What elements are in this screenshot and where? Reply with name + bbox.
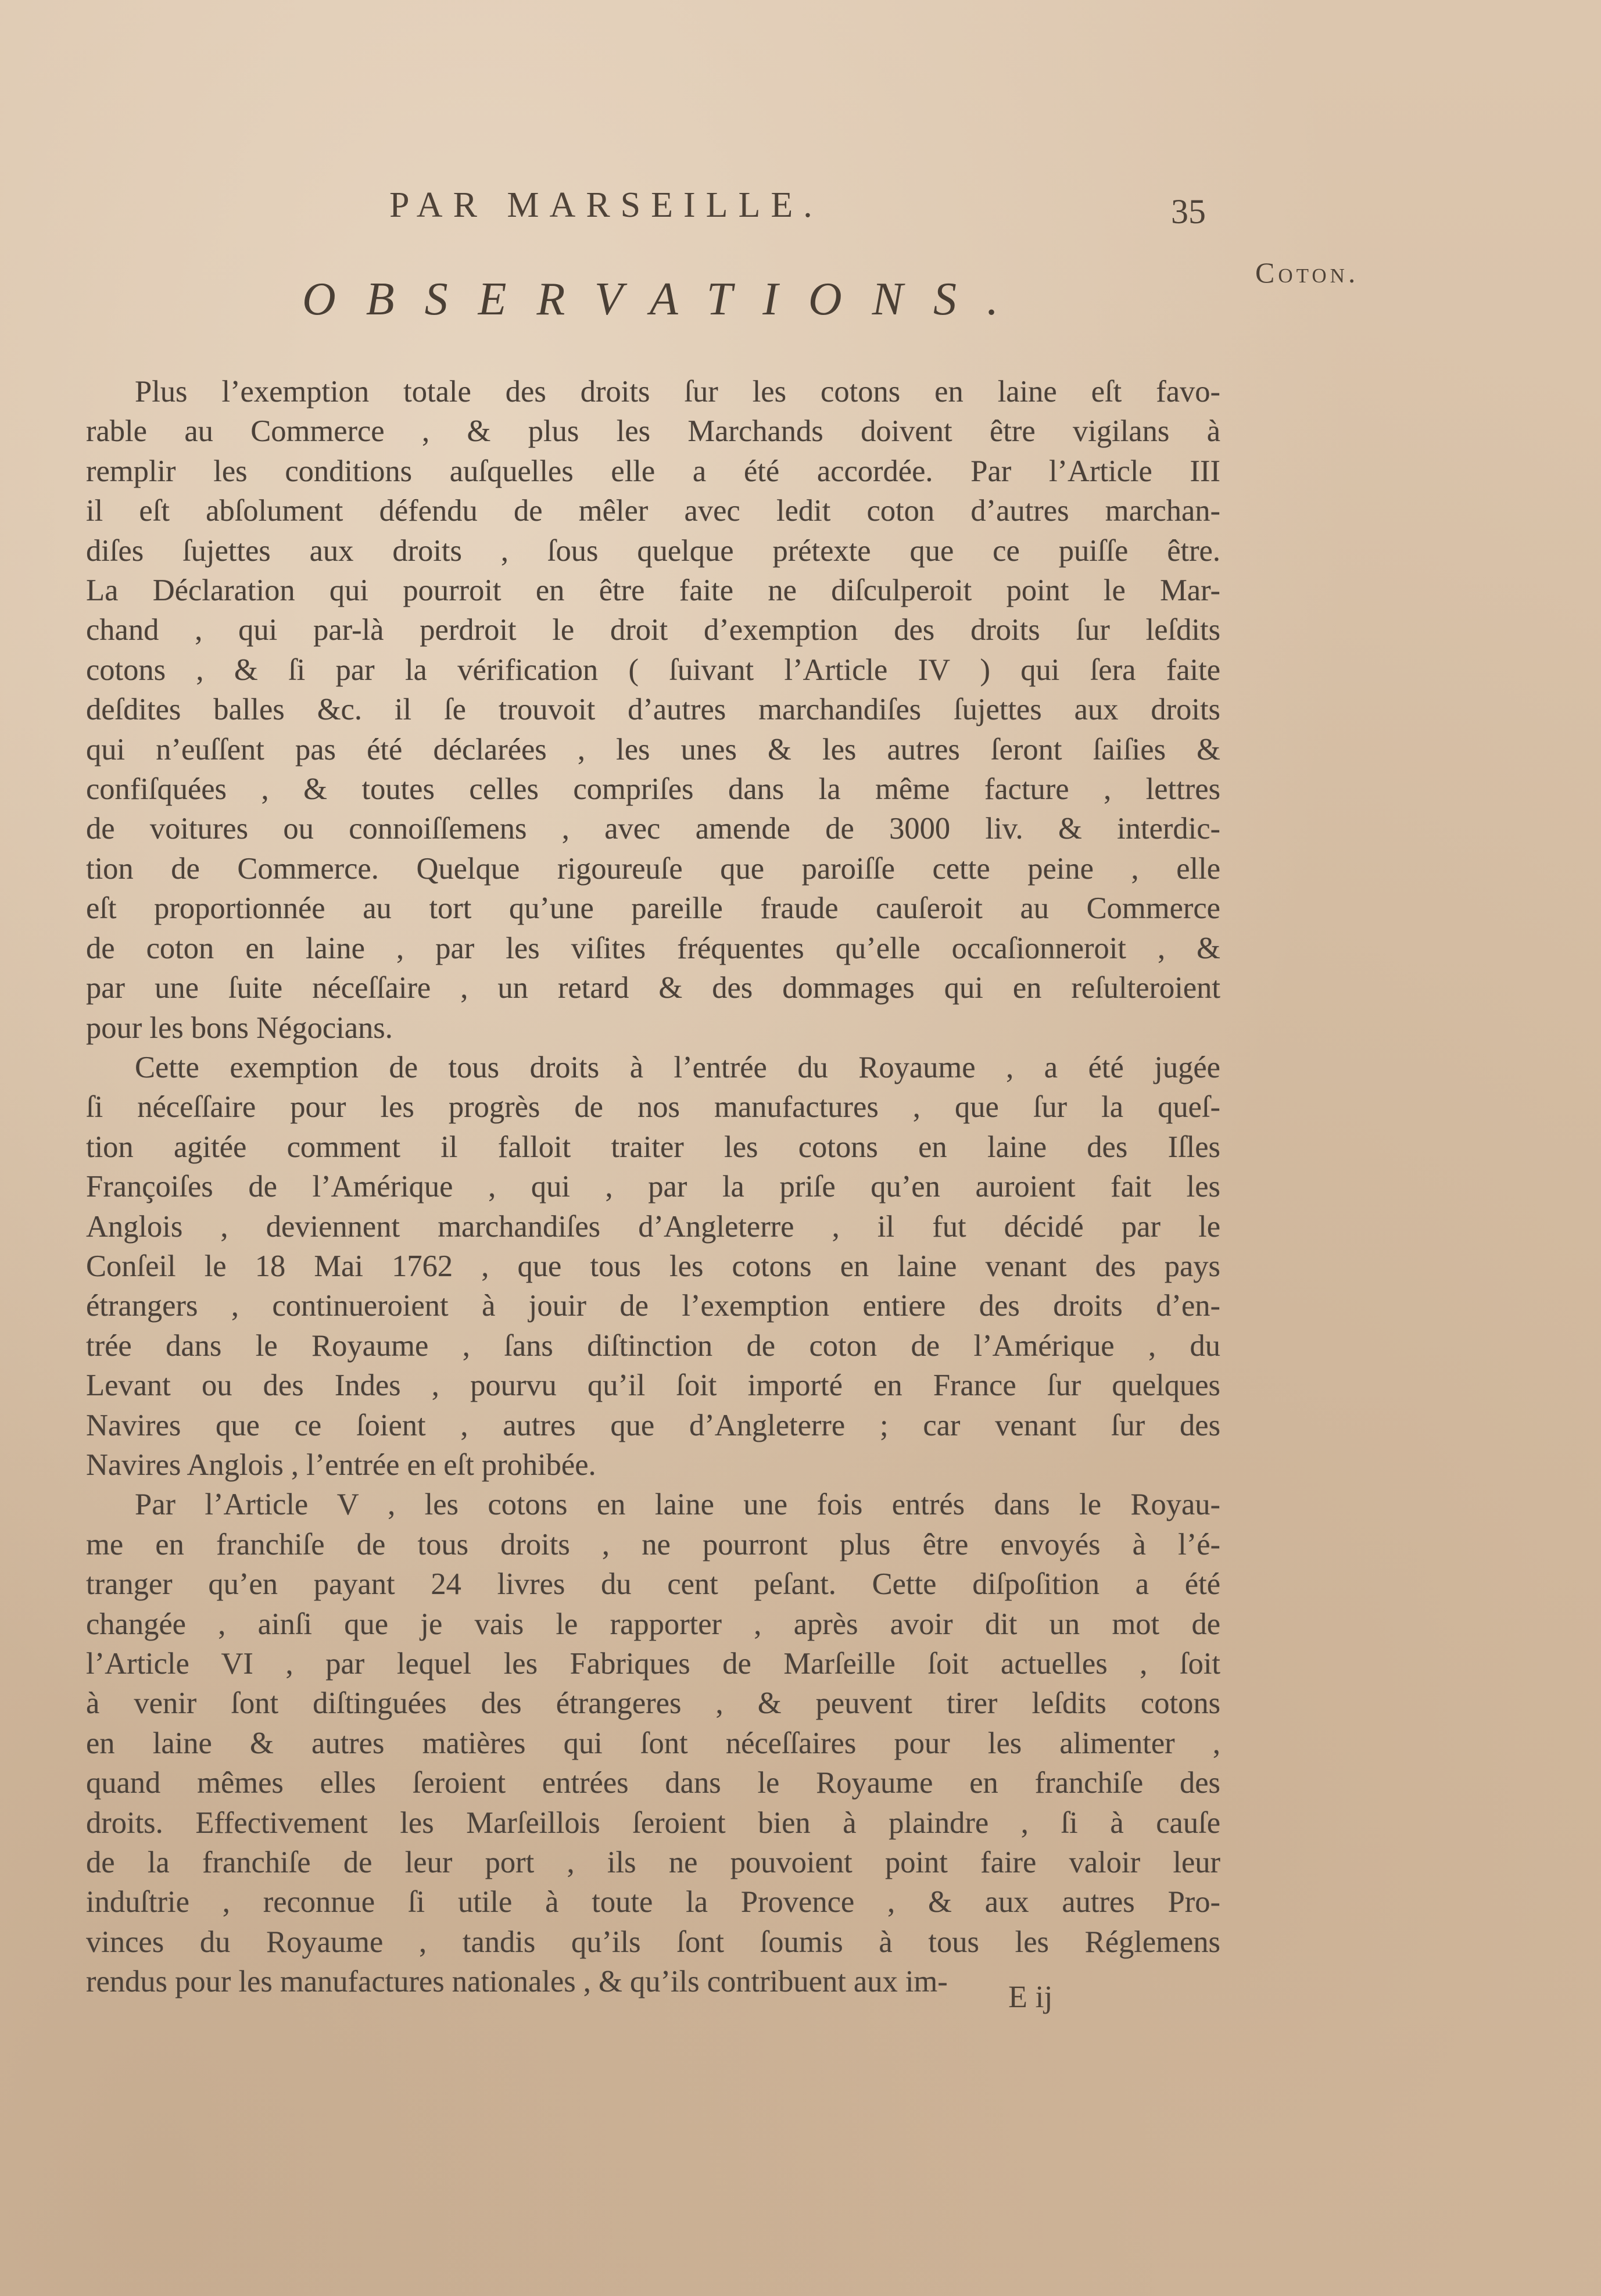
text-line: diſes ſujettes aux droits , ſous quelque prétexte que ce puiſſe être.: [86, 533, 1220, 568]
text-line: Par l’Article V , les cotons en laine une fois entrés dans le Royau-: [135, 1488, 1220, 1522]
text-line: Navires que ce ſoient , autres que d’Angleterre ; car venant ſur des: [86, 1408, 1220, 1442]
page-number: 35: [1171, 192, 1206, 231]
text-line: changée , ainſi que je vais le rapporter , après avoir dit un mot de: [86, 1607, 1220, 1641]
text-line: de la franchiſe de leur port , ils ne pouvoient point faire valoir leur: [86, 1846, 1220, 1880]
paragraph: [86, 1485, 1220, 2001]
paragraph: [86, 1048, 1220, 1485]
paragraph: [86, 372, 1220, 1048]
text-line: qui n’euſſent pas été déclarées , les unes & les autres ſeront ſaiſies &: [86, 732, 1220, 766]
text-line: droits. Effectivement les Marſeillois ſeroient bien à plaindre , ſi à cauſe: [86, 1806, 1220, 1840]
text-line: Levant ou des Indes , pourvu qu’il ſoit importé en France ſur quelques: [86, 1369, 1220, 1403]
text-line: eſt proportionnée au tort qu’une pareille fraude cauſeroit au Commerce: [86, 891, 1220, 926]
signature-mark: E ij: [1008, 1979, 1053, 2014]
text-line: de voitures ou connoiſſemens , avec amende de 3000 liv. & interdic-: [86, 812, 1220, 846]
running-head: PAR MARSEILLE.: [389, 185, 823, 225]
text-line: étrangers , continueroient à jouir de l’exemption entiere des droits d’en-: [86, 1289, 1220, 1323]
text-line: deſdites balles &c. il ſe trouvoit d’autres marchandiſes ſujettes aux droits: [86, 693, 1220, 727]
body-text: [86, 372, 1220, 2002]
text-line: pour les bons Négocians.: [86, 1011, 393, 1045]
text-line: confiſquées , & toutes celles compriſes dans la même facture , lettres: [86, 772, 1220, 807]
text-line: quand mêmes elles ſeroient entrées dans le Royaume en franchiſe des: [86, 1766, 1220, 1800]
text-line: trée dans le Royaume , ſans diſtinction de coton de l’Amérique , du: [86, 1328, 1220, 1363]
text-line: à venir ſont diſtinguées des étrangeres , & peuvent tirer leſdits cotons: [86, 1686, 1220, 1721]
text-line: vinces du Royaume , tandis qu’ils ſont ſoumis à tous les Réglemens: [86, 1925, 1220, 1959]
text-line: chand , qui par-là perdroit le droit d’exemption des droits ſur leſdits: [86, 613, 1220, 647]
text-line: Navires Anglois , l’entrée en eſt prohibée.: [86, 1448, 596, 1482]
text-line: me en franchiſe de tous droits , ne pourront plus être envoyés à l’é-: [86, 1527, 1220, 1561]
text-line: tranger qu’en payant 24 livres du cent peſant. Cette diſpoſition a été: [86, 1567, 1220, 1602]
text-line: tion de Commerce. Quelque rigoureuſe que paroiſſe cette peine , elle: [86, 851, 1220, 886]
text-line: en laine & autres matières qui ſont néceſſaires pour les alimenter ,: [86, 1726, 1220, 1760]
text-line: tion agitée comment il falloit traiter les cotons en laine des Iſles: [86, 1130, 1220, 1164]
text-line: rendus pour les manufactures nationales , & qu’ils contribuent aux im-: [86, 1965, 948, 1999]
text-line: induſtrie , reconnue ſi utile à toute la Provence , & aux autres Pro-: [86, 1885, 1220, 1919]
text-line: Anglois , deviennent marchandiſes d’Angleterre , il fut décidé par le: [86, 1209, 1220, 1244]
section-title: OBSERVATIONS.: [302, 274, 1029, 325]
marginal-note: Coton.: [1255, 256, 1359, 289]
text-line: Cette exemption de tous droits à l’entrée du Royaume , a été jugée: [135, 1050, 1220, 1084]
text-line: remplir les conditions auſquelles elle a été accordée. Par l’Article III: [86, 454, 1220, 488]
text-line: cotons , & ſi par la vérification ( ſuivant l’Article IV ) qui ſera faite: [86, 653, 1220, 687]
text-line: de coton en laine , par les viſites fréquentes qu’elle occaſionneroit , &: [86, 931, 1220, 965]
text-line: l’Article VI , par lequel les Fabriques de Marſeille ſoit actuelles , ſoit: [86, 1647, 1220, 1681]
text-line: rable au Commerce , & plus les Marchands doivent être vigilans à: [86, 414, 1220, 449]
text-line: Plus l’exemption totale des droits ſur les cotons en laine eſt favo-: [135, 375, 1220, 409]
text-line: ſi néceſſaire pour les progrès de nos manufactures , que ſur la queſ-: [86, 1090, 1220, 1124]
text-line: Conſeil le 18 Mai 1762 , que tous les cotons en laine venant des pays: [86, 1249, 1220, 1283]
text-line: Françoiſes de l’Amérique , qui , par la priſe qu’en auroient fait les: [86, 1170, 1220, 1204]
text-line: par une ſuite néceſſaire , un retard & des dommages qui en reſulteroient: [86, 971, 1220, 1005]
text-line: il eſt abſolument défendu de mêler avec ledit coton d’autres marchan-: [86, 494, 1220, 528]
text-line: La Déclaration qui pourroit en être faite ne diſculperoit point le Mar-: [86, 574, 1220, 608]
